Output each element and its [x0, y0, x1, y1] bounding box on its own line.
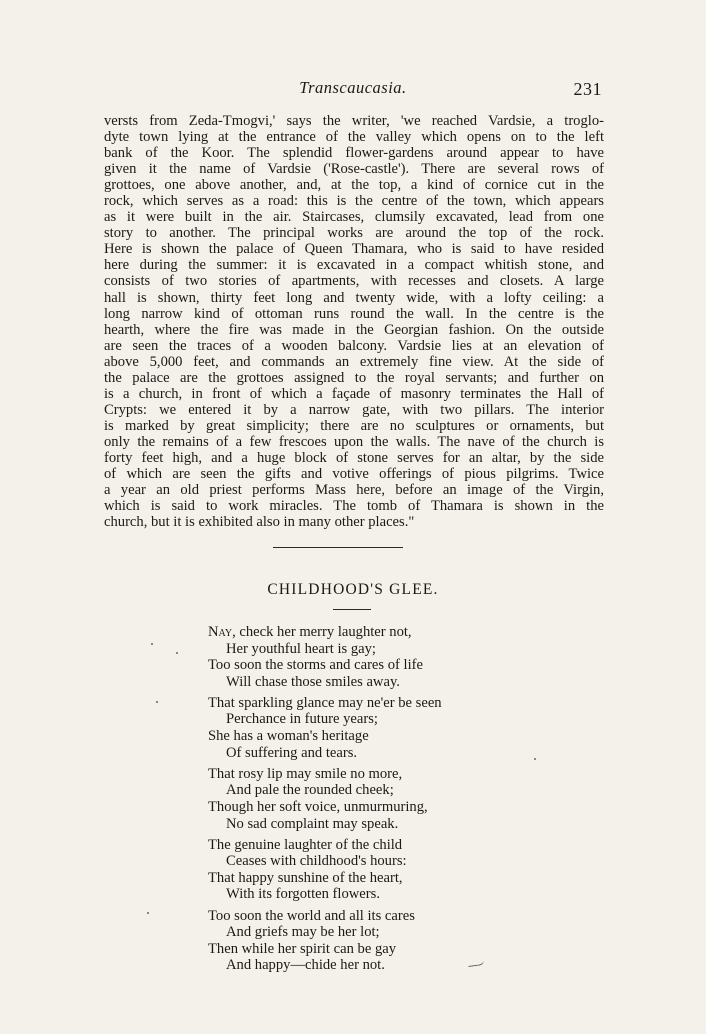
- prose-line: church, but it is exhibited also in many other places.": [104, 514, 415, 531]
- prose-line: given it the name of Vardsie ('Rose-castle'). There are several rows of: [104, 161, 604, 178]
- poem: [208, 624, 528, 978]
- poem-stanza: [208, 624, 528, 690]
- poem-stanza: [208, 837, 528, 903]
- poem-verse: She has a woman's heritage: [208, 728, 369, 745]
- prose-line: a year an old priest performs Mass here, before an image of the Virgin,: [104, 482, 604, 499]
- poem-verse: No sad complaint may speak.: [226, 815, 399, 832]
- prose-line: of which are seen the gifts and votive offerings of pious pilgrims. Twice: [104, 466, 604, 483]
- poem-verse: Though her soft voice, unmurmuring,: [208, 798, 428, 815]
- prose-line: as it were built in the air. Staircases, clumsily excavated, lead from one: [104, 209, 604, 226]
- poem-verse: Will chase those smiles away.: [226, 673, 400, 690]
- poem-verse: That rosy lip may smile no more,: [208, 765, 403, 782]
- print-speck: [147, 912, 149, 914]
- poem-verse: Her youthful heart is gay;: [226, 640, 376, 657]
- poem-title: CHILDHOOD'S GLEE.: [267, 581, 439, 598]
- poem-opening-word: Nay,: [208, 624, 236, 640]
- poem-verse: Ceases with childhood's hours:: [226, 853, 407, 870]
- prose-line: Crypts: we entered it by a narrow gate, with two pillars. The interior: [104, 401, 604, 418]
- poem-verse-text: check her merry laughter not,: [235, 624, 412, 640]
- title-rule: [333, 609, 371, 610]
- running-head: [0, 78, 706, 102]
- prose-line: consists of two stories of apartments, with recesses and closets. A large: [104, 273, 604, 290]
- prose-line: above 5,000 feet, and commands an extremely fine view. At the side of: [104, 353, 604, 370]
- prose-line: rock, which serves as a road: this is the centre of the town, which appears: [104, 193, 604, 210]
- prose-line: story to another. The principal works are around the top of the rock.: [104, 225, 604, 242]
- poem-verse: That happy sunshine of the heart,: [208, 869, 403, 886]
- print-speck: [156, 701, 158, 703]
- poem-verse: With its forgotten flowers.: [226, 886, 380, 903]
- prose-line: is a church, in front of which a façade of masonry terminates the Hall of: [104, 385, 604, 402]
- prose-line: versts from Zeda-Tmogvi,' says the writer, 'we reached Vardsie, a troglo-: [104, 113, 604, 129]
- poem-verse: Too soon the storms and cares of life: [208, 657, 423, 674]
- running-title: Transcaucasia.: [299, 78, 407, 97]
- prose-line: forty feet high, and a huge block of stone serves for an altar, by the side: [104, 449, 604, 466]
- print-speck: [176, 652, 178, 654]
- poem-verse: Of suffering and tears.: [226, 744, 358, 761]
- print-speck: [151, 643, 153, 645]
- prose-line: which is said to work miracles. The tomb of Thamara is shown in the: [104, 498, 604, 515]
- poem-stanza: [208, 766, 528, 832]
- prose-line: bank of the Koor. The splendid flower-gardens around appear to have: [104, 145, 604, 162]
- poem-verse: Then while her spirit can be gay: [208, 940, 397, 957]
- poem-verse: And griefs may be her lot;: [226, 924, 380, 941]
- prose-line: grottoes, one above another, and, at the top, a kind of cornice cut in the: [104, 177, 604, 194]
- prose-line: only the remains of a few frescoes upon the walls. The nave of the church is: [104, 433, 604, 450]
- poem-verse: The genuine laughter of the child: [208, 836, 403, 853]
- poem-verse: [208, 624, 528, 641]
- poem-verse: And happy—chide her not.: [226, 957, 385, 974]
- poem-verse: And pale the rounded cheek;: [226, 782, 394, 799]
- prose-line: hearth, where the fire was made in the Georgian fashion. On the outside: [104, 321, 604, 338]
- poem-stanza: [208, 695, 528, 761]
- prose-line: is marked by great simplicity; there are no sculptures or ornaments, but: [104, 417, 604, 434]
- prose-line: Here is shown the palace of Queen Thamara, who is said to have resided: [104, 241, 604, 258]
- prose-line: are seen the traces of a wooden balcony. Vardsie lies at an elevation of: [104, 337, 604, 354]
- prose-paragraph: [104, 113, 604, 530]
- prose-line: here during the summer: it is excavated in a compact whitish stone, and: [104, 257, 604, 274]
- prose-line: hall is shown, thirty feet long and twenty wide, with a lofty ceiling: a: [104, 289, 604, 306]
- prose-line: long narrow kind of ottoman runs round the wall. In the centre is the: [104, 305, 604, 322]
- prose-line: the palace are the grottoes assigned to the royal servants; and further on: [104, 369, 604, 386]
- poem-verse: That sparkling glance may ne'er be seen: [208, 694, 442, 711]
- poem-verse: Too soon the world and all its cares: [208, 907, 415, 924]
- page-number: 231: [573, 79, 602, 99]
- section-divider: [273, 547, 403, 548]
- prose-line: dyte town lying at the entrance of the valley which opens on to the left: [104, 129, 604, 146]
- poem-verse: Perchance in future years;: [226, 711, 378, 728]
- print-speck: [534, 758, 536, 760]
